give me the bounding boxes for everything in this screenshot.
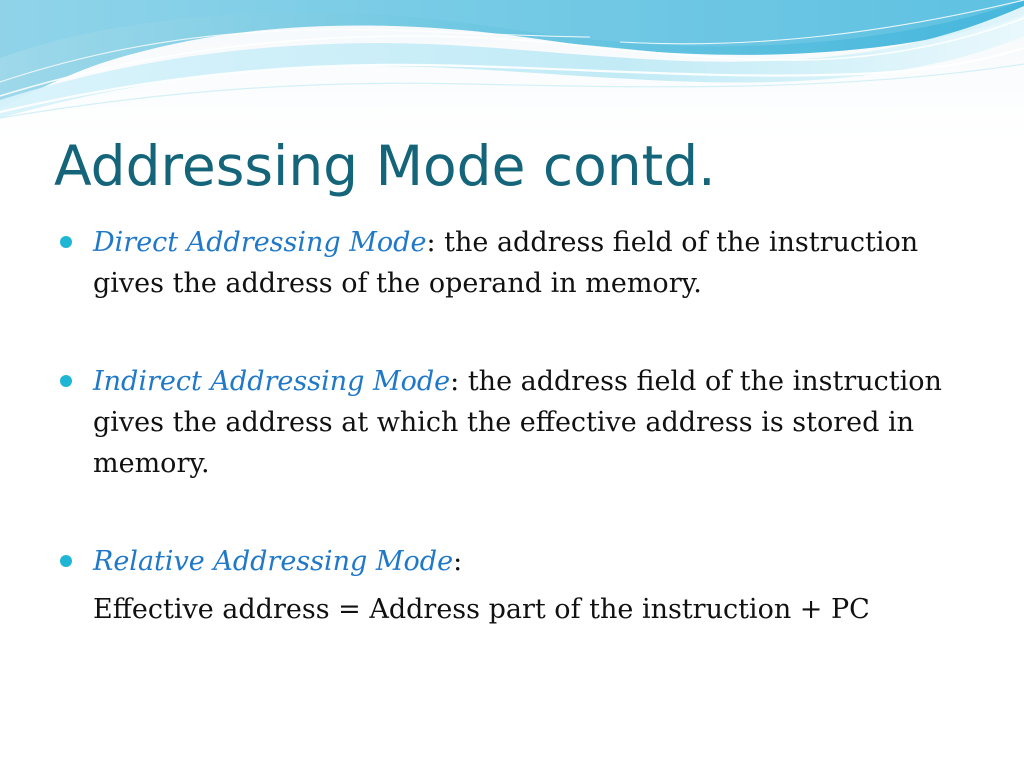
direct-addressing-description: the address field of the instruction gives the address of the operand in memory.: [93, 227, 919, 299]
bullet-item-direct-addressing: [60, 222, 970, 304]
indirect-addressing-description: the address field of the instruction gives the address at which the effective address is stored in memory.: [93, 366, 942, 479]
relative-addressing-formula: Effective address = Address part of the instruction + PC: [93, 594, 870, 625]
indirect-addressing-term: Indirect Addressing Mode: [93, 366, 451, 397]
bullet-dot-icon: [60, 236, 72, 248]
bullet-list: [60, 222, 970, 630]
bullet-item-indirect-addressing: [60, 361, 970, 484]
relative-addressing-term: Relative Addressing Mode: [93, 546, 454, 577]
bullet-dot-icon: [60, 375, 72, 387]
direct-addressing-term: Direct Addressing Mode: [93, 227, 427, 258]
indirect-addressing-separator: :: [450, 366, 460, 397]
bullet-dot-icon: [60, 555, 72, 567]
direct-addressing-separator: :: [426, 227, 436, 258]
relative-addressing-separator: :: [453, 546, 463, 577]
slide-title: Addressing Mode contd.: [54, 134, 716, 198]
header-wave-decoration: [0, 0, 1024, 120]
bullet-item-relative-addressing: [60, 541, 970, 630]
